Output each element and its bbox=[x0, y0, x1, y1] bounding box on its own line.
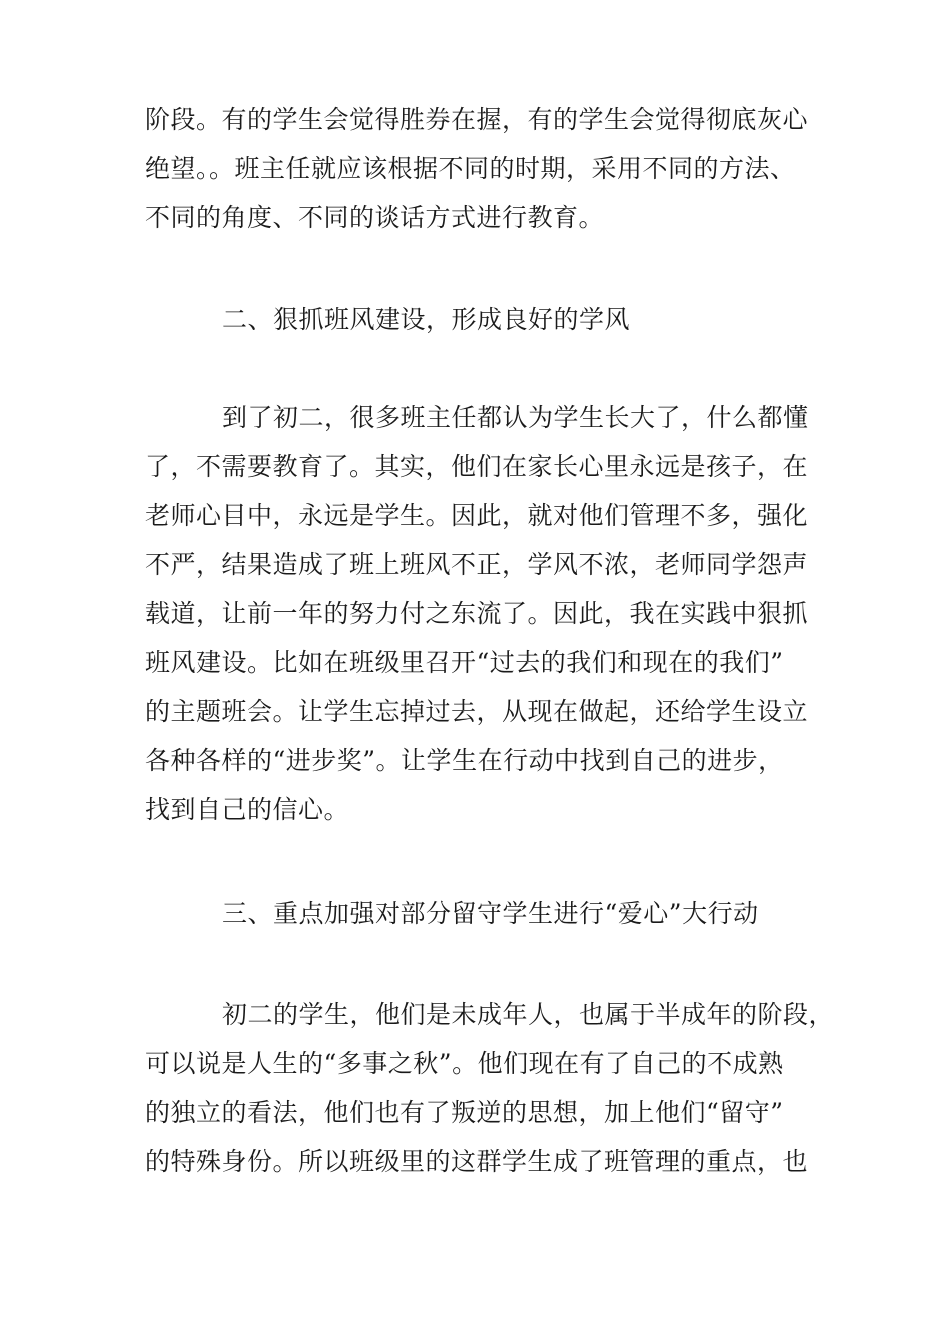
paragraph-line: 不严，结果造成了班上班风不正，学风不浓，老师同学怨声 bbox=[145, 550, 809, 579]
paragraph-line: 找到自己的信心。 bbox=[145, 795, 350, 824]
paragraph-line: 的独立的看法，他们也有了叛逆的思想，加上他们“留守” bbox=[145, 1098, 784, 1127]
paragraph-line: 的主题班会。让学生忘掉过去，从现在做起，还给学生设立 bbox=[145, 697, 809, 726]
paragraph-line: 绝望。。班主任就应该根据不同的时期，采用不同的方法、 bbox=[145, 154, 796, 183]
paragraph-line: 初二的学生，他们是未成年人，也属于半成年的阶段， bbox=[222, 1000, 835, 1029]
section-heading-2: 二、狠抓班风建设，形成良好的学风 bbox=[222, 305, 631, 334]
paragraph-line: 班风建设。比如在班级里召开“过去的我们和现在的我们” bbox=[145, 648, 784, 677]
paragraph-line: 到了初二，很多班主任都认为学生长大了，什么都懂 bbox=[222, 403, 809, 432]
paragraph-line: 的特殊身份。所以班级里的这群学生成了班管理的重点，也 bbox=[145, 1147, 809, 1176]
paragraph-line: 载道，让前一年的努力付之东流了。因此，我在实践中狠抓 bbox=[145, 599, 809, 628]
paragraph-line: 了，不需要教育了。其实，他们在家长心里永远是孩子，在 bbox=[145, 452, 809, 481]
paragraph-line: 各种各样的“进步奖”。让学生在行动中找到自己的进步， bbox=[145, 746, 784, 775]
paragraph-line: 可以说是人生的“多事之秋”。他们现在有了自己的不成熟 bbox=[145, 1049, 784, 1078]
section-heading-3: 三、重点加强对部分留守学生进行“爱心”大行动 bbox=[222, 899, 759, 928]
paragraph-line: 阶段。有的学生会觉得胜券在握，有的学生会觉得彻底灰心 bbox=[145, 105, 809, 134]
paragraph-line: 老师心目中，永远是学生。因此，就对他们管理不多，强化 bbox=[145, 501, 809, 530]
paragraph-line: 不同的角度、不同的谈话方式进行教育。 bbox=[145, 203, 605, 232]
